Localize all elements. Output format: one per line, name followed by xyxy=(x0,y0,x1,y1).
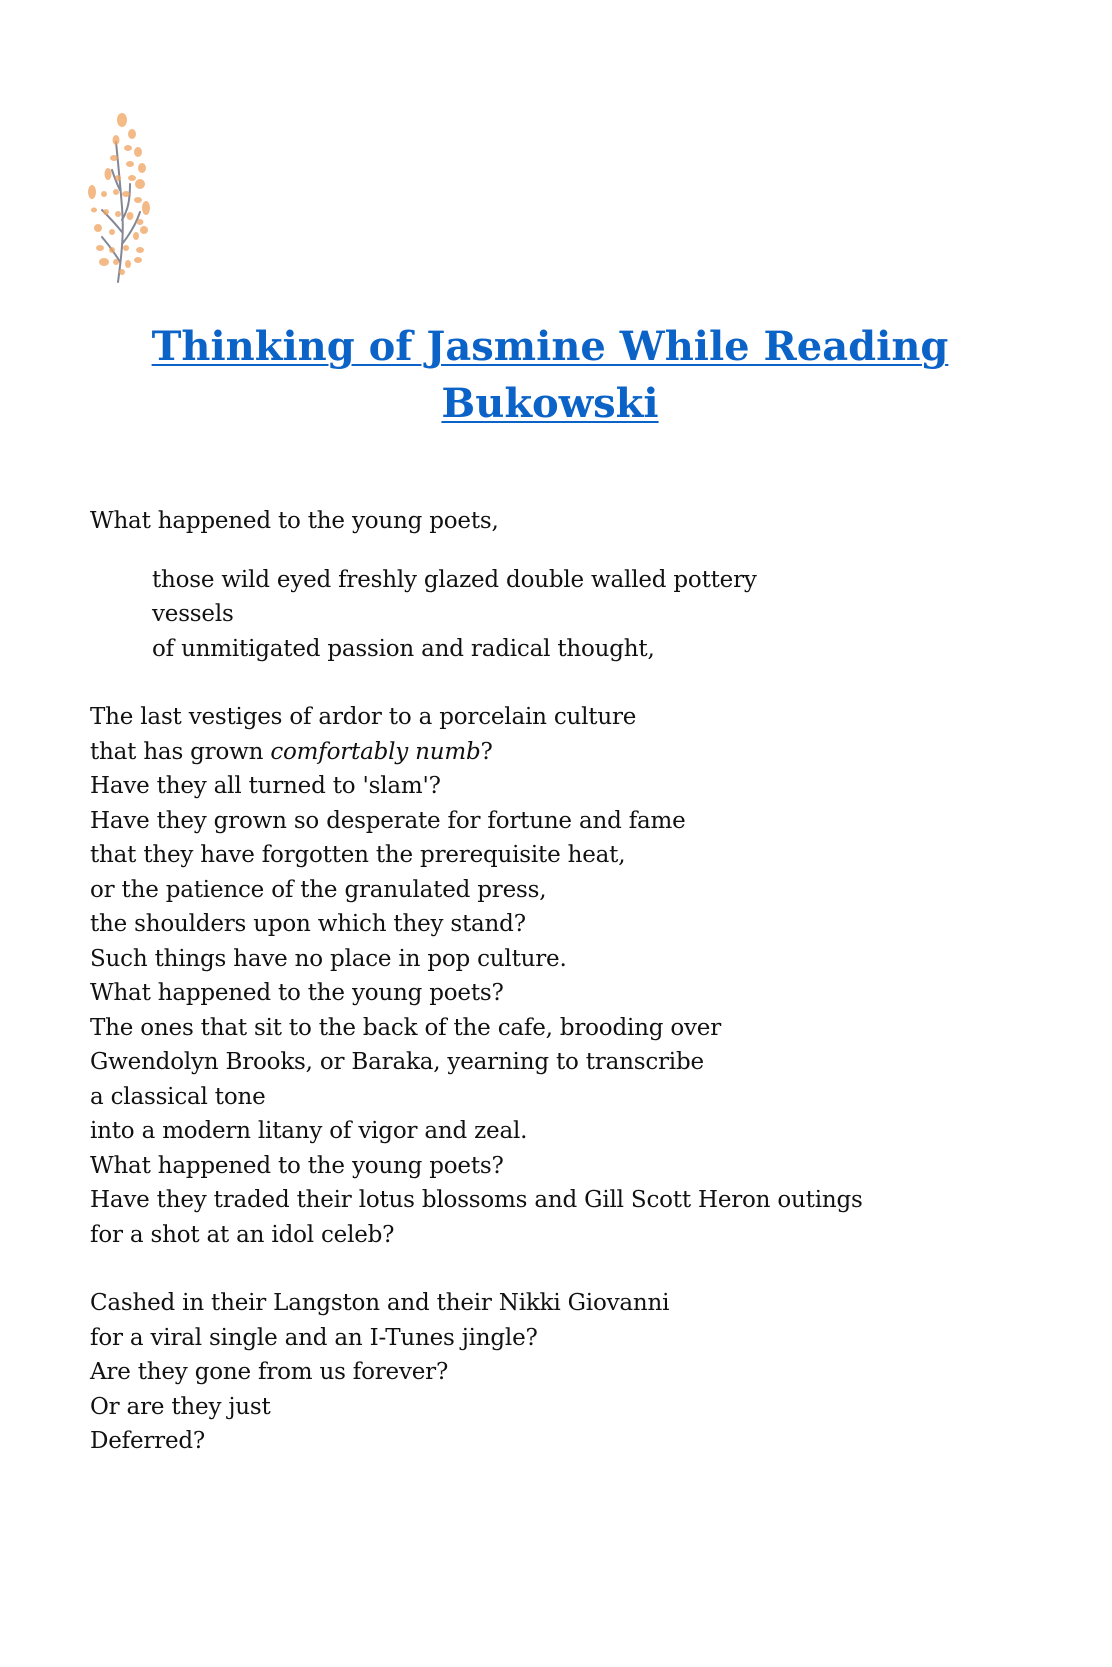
poem-stanza-4 xyxy=(90,1286,1030,1459)
poem-body xyxy=(90,504,1030,1459)
poem-line: vessels xyxy=(152,601,234,627)
poem-line: Have they all turned to 'slam'? xyxy=(90,773,441,799)
poem-line: The ones that sit to the back of the cafe, brooding over xyxy=(90,1014,722,1041)
poem-line-with-italic xyxy=(90,735,1030,770)
poem-line: the shoulders upon which they stand? xyxy=(90,911,526,937)
poem-line: Are they gone from us forever? xyxy=(90,1359,449,1385)
poem-line: Such things have no place in pop culture. xyxy=(90,945,567,972)
poem-line: a classical tone xyxy=(90,1083,266,1110)
poem-line: Have they traded their lotus blossoms and Gill Scott Heron outings xyxy=(90,1187,863,1213)
poem-stanza-1 xyxy=(90,504,1030,539)
poem-line: What happened to the young poets? xyxy=(90,980,504,1006)
poem-line: Or are they just xyxy=(90,1393,271,1420)
poem-line: Gwendolyn Brooks, or Baraka, yearning to transcribe xyxy=(90,1049,704,1075)
poem-line: The last vestiges of ardor to a porcelain culture xyxy=(90,704,637,730)
line-text: ? xyxy=(480,738,493,765)
poem-line: of unmitigated passion and radical thought, xyxy=(152,635,655,662)
title-link[interactable]: Thinking of Jasmine While Reading Bukowski xyxy=(151,323,949,427)
poem-line: those wild eyed freshly glazed double walled pottery xyxy=(152,566,757,593)
poem-line: Deferred? xyxy=(90,1428,206,1454)
poem-line: What happened to the young poets, xyxy=(90,508,499,534)
poem-stanza-2 xyxy=(90,563,1030,667)
poem-line: What happened to the young poets? xyxy=(90,1152,504,1179)
poem-line: or the patience of the granulated press, xyxy=(90,876,547,903)
watercolor-sprig-icon xyxy=(82,112,162,292)
page-title xyxy=(90,318,1010,432)
poem-line: into a modern litany of vigor and zeal. xyxy=(90,1118,528,1144)
poem-line: Cashed in their Langston and their Nikki Giovanni xyxy=(90,1290,670,1316)
poem-line: for a shot at an idol celeb? xyxy=(90,1221,395,1248)
poem-line: Have they grown so desperate for fortune and fame xyxy=(90,807,686,834)
italic-phrase: comfortably numb xyxy=(270,738,481,765)
poem-line: for a viral single and an I-Tunes jingle? xyxy=(90,1324,538,1351)
line-text: that has grown xyxy=(90,738,271,765)
poem-stanza-3 xyxy=(90,700,1030,1252)
poem-line: that they have forgotten the prerequisite heat, xyxy=(90,842,626,868)
